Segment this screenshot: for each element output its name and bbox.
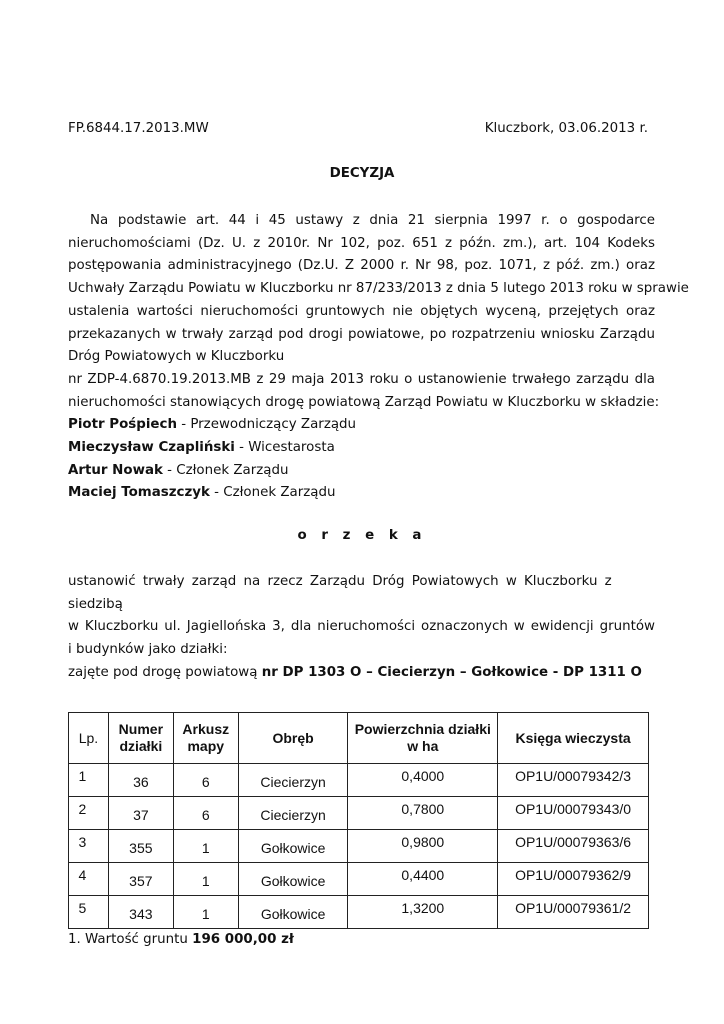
cell-lp: 4 [69,863,109,896]
header-powierzchnia: Powierzchnia działki w ha [348,713,498,764]
road-prefix: zajęte pod drogę powiatową [68,664,262,680]
cell-ksiega: OP1U/00079362/9 [498,863,649,896]
member-name: Artur Nowak [68,462,163,478]
cell-lp: 2 [69,797,109,830]
member-role: - Przewodniczący Zarządu [176,417,357,433]
cell-numer: 355 [108,830,173,863]
decision-line: w Kluczborku ul. Jagiellońska 3, dla nieruchomości oznaczonych w ewidencji gruntów [68,619,655,635]
land-value-amount: 196 000,00 zł [192,932,294,947]
cell-arkusz: 1 [173,863,238,896]
cell-ksiega: OP1U/00079361/2 [498,896,649,929]
road-designation: nr DP 1303 O – Ciecierzyn – Gołkowice - DP 1311 O [261,664,642,680]
land-value-label: 1. Wartość gruntu [68,932,193,947]
cell-numer: 36 [108,764,173,797]
header-arkusz: Arkusz mapy [173,713,238,764]
land-value-line [68,932,294,947]
cell-powierzchnia: 0,7800 [348,797,498,830]
header-lp: Lp. [69,713,109,764]
board-member [68,414,655,437]
header-ksiega: Księga wieczysta [498,713,649,764]
intro-line: nr ZDP-4.6870.19.2013.MB z 29 maja 2013 roku o ustanowienie trwałego zarządu dla [68,371,655,387]
cell-arkusz: 1 [173,830,238,863]
parcels-table [68,712,649,929]
cell-lp: 5 [69,896,109,929]
member-name: Piotr Pośpiech [68,417,177,433]
member-role: - Członek Zarządu [162,462,289,478]
member-name: Mieczysław Czapliński [68,440,235,456]
board-member [68,437,655,460]
cell-powierzchnia: 0,4400 [348,863,498,896]
intro-line: Uchwały Zarządu Powiatu w Kluczborku nr 87/233/2013 z dnia 5 lutego 2013 roku w sprawie [68,281,689,297]
cell-powierzchnia: 1,3200 [348,896,498,929]
cell-obreb: Ciecierzyn [238,797,348,830]
decision-line: i budynków jako działki: [68,642,228,658]
intro-line: Dróg Powiatowych w Kluczborku [68,349,285,365]
cell-powierzchnia: 0,4000 [348,764,498,797]
board-member [68,460,655,483]
member-role: - Wicestarosta [234,440,335,456]
intro-line: Na podstawie art. 44 i 45 ustawy z dnia 21 sierpnia 1997 r. o gospodarce [90,213,655,228]
table-row [69,764,649,797]
intro-line: nieruchomości stanowiących drogę powiatową Zarząd Powiatu w Kluczborku w składzie: [68,394,660,410]
table-row [69,896,649,929]
member-name: Maciej Tomaszczyk [68,485,210,501]
board-member [68,482,655,505]
cell-arkusz: 1 [173,896,238,929]
intro-line: postępowania administracyjnego (Dz.U. Z 2000 r. Nr 98, poz. 1071, z póź. zm.) oraz [68,258,655,274]
decision-title: DECYZJA [329,166,395,181]
cell-obreb: Gołkowice [238,863,348,896]
cell-ksiega: OP1U/00079363/6 [498,830,649,863]
header-numer: Numer działki [108,713,173,764]
cell-ksiega: OP1U/00079343/0 [498,797,649,830]
intro-paragraph [68,210,689,505]
cell-arkusz: 6 [173,797,238,830]
table-row [69,797,649,830]
intro-line: przekazanych w trwały zarząd pod drogi powiatowe, po rozpatrzeniu wniosku Zarządu [68,326,655,342]
intro-line: ustalenia wartości nieruchomości gruntowych nie objętych wyceną, przejętych oraz [68,303,655,319]
intro-line: nieruchomościami (Dz. U. z 2010r. Nr 102, poz. 651 z późn. zm.), art. 104 Kodeks [68,235,655,251]
cell-numer: 357 [108,863,173,896]
table-row [69,863,649,896]
decision-line: siedzibą [68,596,123,612]
cell-numer: 343 [108,896,173,929]
cell-lp: 1 [69,764,109,797]
cell-powierzchnia: 0,9800 [348,830,498,863]
decision-line: ustanowić trwały zarząd na rzecz Zarządu Dróg Powiatowych w Kluczborku z [68,574,612,589]
cell-lp: 3 [69,830,109,863]
cell-obreb: Ciecierzyn [238,764,348,797]
decision-paragraph [68,571,655,685]
cell-obreb: Gołkowice [238,896,348,929]
place-and-date: Kluczbork, 03.06.2013 r. [484,121,648,136]
cell-numer: 37 [108,797,173,830]
orzeka-heading: o r z e k a [297,528,427,543]
table-header-row [69,713,649,764]
header-obreb: Obręb [238,713,348,764]
cell-obreb: Gołkowice [238,830,348,863]
cell-ksiega: OP1U/00079342/3 [498,764,649,797]
member-role: - Członek Zarządu [209,485,336,501]
cell-arkusz: 6 [173,764,238,797]
reference-number: FP.6844.17.2013.MW [68,121,209,136]
road-line [68,662,655,685]
table-row [69,830,649,863]
